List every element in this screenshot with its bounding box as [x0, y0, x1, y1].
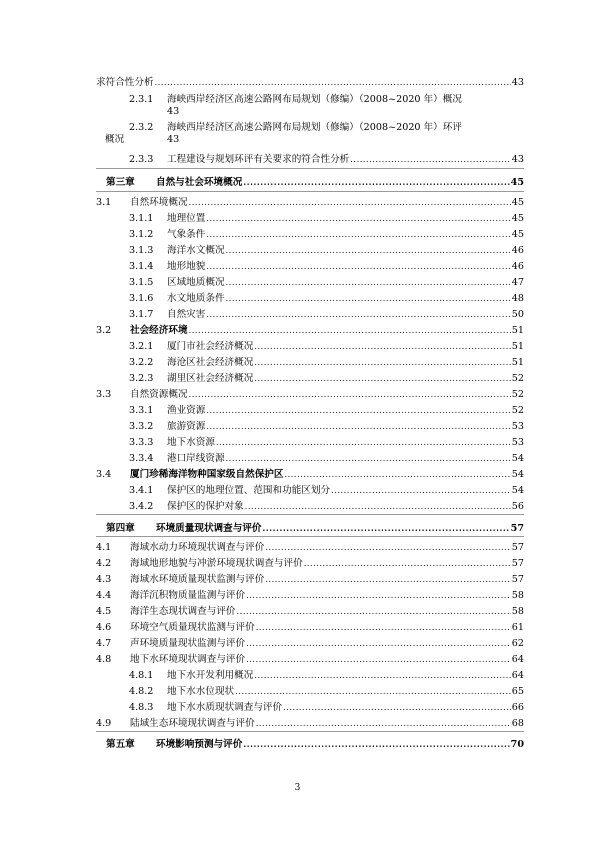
toc-leader: [235, 686, 511, 698]
toc-entry-page: 43: [167, 134, 180, 145]
toc-entry-title: 陆域生态环境现状调查与评价: [130, 718, 255, 729]
toc-entry-page: 56: [511, 501, 524, 512]
toc-entry[interactable]: [129, 293, 524, 305]
toc-entry-page: 68: [511, 718, 524, 729]
toc-entry[interactable]: [129, 245, 524, 257]
toc-entry[interactable]: [96, 638, 524, 650]
toc-entry-number: 4.6: [96, 622, 112, 633]
toc-entry-page: 57: [511, 574, 524, 585]
toc-entry-title: 环境空气质量现状监测与评价: [130, 622, 255, 633]
toc-leader: [254, 357, 510, 369]
toc-leader: [189, 389, 511, 401]
toc-entry-number: 3.1.1: [129, 213, 154, 224]
toc-leader: [245, 501, 511, 513]
toc-entry-page: 48: [511, 293, 524, 304]
toc-entry[interactable]: [129, 686, 524, 698]
toc-entry[interactable]: [129, 341, 524, 353]
toc-entry-number: 3.1: [96, 197, 112, 208]
toc-leader: [206, 405, 510, 417]
toc-entry-number: 4.8.1: [129, 670, 154, 681]
toc-chapter[interactable]: [106, 176, 524, 189]
toc-leader: [206, 421, 510, 433]
toc-entry[interactable]: [129, 670, 524, 682]
toc-leader: [254, 341, 510, 353]
toc-entry[interactable]: [129, 373, 524, 385]
toc-entry-page: 62: [511, 638, 524, 649]
toc-entry[interactable]: [129, 453, 524, 465]
toc-leader: [283, 702, 511, 714]
toc-entry-page: 57: [511, 542, 524, 553]
toc-entry-page: 45: [511, 213, 524, 224]
toc-entry[interactable]: [96, 542, 524, 554]
toc-entry[interactable]: [96, 469, 524, 481]
toc-leader: [243, 738, 509, 750]
toc-entry[interactable]: [129, 261, 524, 273]
toc-entry[interactable]: [96, 622, 524, 634]
divider: [96, 536, 524, 537]
toc-entry-page: 43: [511, 154, 524, 165]
toc-entry-page: 45: [511, 229, 524, 240]
toc-entry-number: 4.9: [96, 718, 112, 729]
toc-entry-page: 58: [511, 606, 524, 617]
toc-entry-title: 自然环境概况: [130, 197, 188, 208]
toc-leader: [189, 325, 511, 337]
toc-leader: [189, 197, 511, 209]
toc-leader: [256, 718, 511, 730]
toc-entry[interactable]: [96, 389, 524, 401]
toc-entry-title: 自然灾害: [167, 309, 206, 320]
toc-entry-title: 厦门市社会经济概况: [167, 341, 254, 352]
toc-entry[interactable]: [96, 606, 524, 618]
toc-entry[interactable]: [96, 654, 524, 666]
toc-entry-number: 4.8: [96, 654, 112, 665]
toc-entry-title: 地形地貌: [167, 261, 206, 272]
toc-leader: [237, 606, 511, 618]
toc-entry-title: 厦门珍稀海洋物种国家级自然保护区: [130, 469, 284, 480]
toc-entry[interactable]: [129, 702, 524, 714]
toc-leader: [226, 453, 511, 465]
toc-entry-number: 4.7: [96, 638, 112, 649]
toc-entry-number: 2.3.2: [129, 122, 154, 133]
toc-entry-title: 海域水动力环境现状调查与评价: [130, 542, 265, 553]
toc-entry[interactable]: [129, 309, 524, 321]
toc-entry-title: 海洋生态现状调查与评价: [130, 606, 236, 617]
toc-entry-title: 港口岸线资源: [167, 453, 225, 464]
toc-entry[interactable]: [129, 229, 524, 241]
toc-leader: [285, 469, 511, 481]
toc-entry-title: 地理位置: [167, 213, 206, 224]
toc-entry-page: 66: [511, 702, 524, 713]
toc-entry-number: 3.1.2: [129, 229, 154, 240]
divider: [96, 731, 524, 732]
divider: [96, 168, 524, 169]
toc-entry-number: 3.3.4: [129, 453, 154, 464]
toc-chapter-number: 第四章: [106, 523, 135, 534]
toc-entry-page: 43: [167, 106, 180, 117]
toc-chapter-number: 第五章: [106, 739, 135, 750]
toc-entry-title: 保护区的地理位置、范围和功能区划分: [167, 485, 331, 496]
toc-entry[interactable]: [129, 122, 462, 134]
toc-leader: [226, 277, 511, 289]
toc-entry-title: 地下水水质现状调查与评价: [167, 702, 283, 713]
toc-leader: [216, 437, 511, 449]
divider: [96, 514, 524, 515]
toc-entry-title: 区域地质概况: [167, 277, 225, 288]
divider: [96, 191, 524, 192]
toc-entry-page: 65: [511, 686, 524, 697]
toc-leader: [206, 213, 510, 225]
toc-entry[interactable]: [129, 94, 462, 106]
toc-entry-number: 2.3.1: [129, 94, 154, 105]
toc-entry[interactable]: [129, 213, 524, 225]
toc-entry-page: 51: [511, 357, 524, 368]
toc-entry[interactable]: [96, 574, 524, 586]
toc-entry[interactable]: [129, 485, 524, 497]
toc-entry-number: 3.3.3: [129, 437, 154, 448]
toc-leader: [265, 542, 510, 554]
toc-entry-number: 4.2: [96, 558, 112, 569]
toc-entry[interactable]: [96, 590, 524, 602]
toc-entry-page: 54: [511, 453, 524, 464]
toc-entry-page: 47: [511, 277, 524, 288]
toc-entry-number: 3.3.1: [129, 405, 154, 416]
toc-leader: [254, 373, 510, 385]
toc-entry-number: 3.4.2: [129, 501, 154, 512]
toc-entry[interactable]: [129, 277, 524, 289]
toc-entry-number: 3.2: [96, 325, 112, 336]
toc-entry-number: 2.3.3: [129, 154, 154, 165]
toc-entry-title: 声环境质量现状监测与评价: [130, 638, 246, 649]
toc-entry-title: 地下水资源: [167, 437, 215, 448]
toc-entry-number: 3.1.4: [129, 261, 154, 272]
toc-entry-title: 地下水水位现状: [167, 686, 235, 697]
toc-entry-number: 3.2.2: [129, 357, 154, 368]
toc-chapter-page: 57: [510, 523, 524, 534]
toc-entry-number: 3.1.3: [129, 245, 154, 256]
toc-entry-title: 保护区的保护对象: [167, 501, 244, 512]
toc-entry[interactable]: [96, 718, 524, 730]
toc-entry[interactable]: [129, 357, 524, 369]
toc-entry-number: 4.8.2: [129, 686, 154, 697]
toc-entry-page: 51: [511, 341, 524, 352]
toc-leader: [155, 77, 511, 89]
toc-leader: [350, 154, 511, 166]
toc-entry-page: 64: [511, 670, 524, 681]
toc-entry-page: 52: [511, 389, 524, 400]
toc-entry-page: 45: [511, 197, 524, 208]
toc-entry-title: 地下水开发利用概况: [167, 670, 254, 681]
toc-leader: [304, 558, 511, 570]
toc-entry-title: 海域地形地貌与冲淤环境现状调查与评价: [130, 558, 303, 569]
toc-chapter-page: 45: [510, 177, 524, 188]
toc-entry-number: 3.1.6: [129, 293, 154, 304]
toc-entry-page: 46: [511, 261, 524, 272]
toc-entry-title: 海域水环境质量现状监测与评价: [130, 574, 265, 585]
toc-entry-title: 社会经济环境: [130, 325, 188, 336]
toc-entry[interactable]: [96, 325, 524, 337]
toc-leader: [246, 638, 511, 650]
toc-entry-page: 57: [511, 558, 524, 569]
toc-leader: [243, 176, 509, 188]
toc-entry-number: 4.4: [96, 590, 112, 601]
toc-leader: [263, 522, 510, 534]
toc-entry-number: 3.4.1: [129, 485, 154, 496]
toc-entry-page: 51: [511, 325, 524, 336]
toc-leader: [254, 670, 510, 682]
toc-entry[interactable]: [96, 197, 524, 209]
toc-entry-title-wrap: 概况: [105, 134, 125, 145]
toc-entry-title: 湖里区社会经济概况: [167, 373, 254, 384]
toc-entry-title: 海峡西岸经济区高速公路网布局规划（修编）（2008~2020 年）概况: [167, 94, 462, 105]
toc-chapter-page: 70: [510, 739, 524, 750]
toc-leader: [226, 245, 511, 257]
toc-chapter-title: 自然与社会环境概况: [156, 177, 243, 188]
toc-entry-number: 3.4: [96, 469, 112, 480]
toc-entry[interactable]: [96, 77, 524, 89]
toc-entry[interactable]: [129, 405, 524, 417]
toc-entry-page: 54: [511, 469, 524, 480]
toc-entry[interactable]: [129, 154, 524, 166]
toc-entry[interactable]: [129, 437, 524, 449]
toc-entry[interactable]: [129, 421, 524, 433]
toc-entry[interactable]: [129, 501, 524, 513]
toc-entry-number: 3.3.2: [129, 421, 154, 432]
toc-entry-page: 58: [511, 590, 524, 601]
toc-entry-page: 53: [511, 421, 524, 432]
toc-entry-page: 50: [511, 309, 524, 320]
toc-entry-page: 43: [511, 77, 524, 88]
toc-leader: [246, 654, 511, 666]
toc-entry[interactable]: [96, 558, 524, 570]
toc-entry-number: 3.2.3: [129, 373, 154, 384]
toc-entry-page: 52: [511, 373, 524, 384]
toc-leader: [331, 485, 511, 497]
toc-entry-title: 地下水环境现状调查与评价: [130, 654, 246, 665]
page-number: 3: [294, 783, 301, 793]
toc-chapter-title: 环境影响预测与评价: [156, 739, 243, 750]
toc-entry-page: 54: [511, 485, 524, 496]
toc-leader: [226, 293, 511, 305]
toc-entry-title: 水文地质条件: [167, 293, 225, 304]
toc-entry-title: 海沧区社会经济概况: [167, 357, 254, 368]
toc-chapter[interactable]: [106, 738, 524, 751]
toc-entry-title: 海峡西岸经济区高速公路网布局规划（修编）（2008~2020 年）环评: [167, 122, 462, 133]
toc-entry-title: 海洋沉积物质量监测与评价: [130, 590, 246, 601]
toc-entry-number: 4.1: [96, 542, 112, 553]
toc-entry-page: 61: [511, 622, 524, 633]
toc-entry-page: 64: [511, 654, 524, 665]
toc-chapter-number: 第三章: [106, 177, 135, 188]
toc-entry-title: 求符合性分析: [96, 77, 154, 88]
toc-entry-title: 工程建设与规划环评有关要求的符合性分析: [167, 154, 350, 165]
toc-entry-title: 旅游资源: [167, 421, 206, 432]
toc-leader: [206, 261, 510, 273]
toc-entry-number: 3.3: [96, 389, 112, 400]
toc-leader: [265, 574, 510, 586]
toc-entry-title: 自然资源概况: [130, 389, 188, 400]
toc-entry-number: 3.2.1: [129, 341, 154, 352]
toc-chapter[interactable]: [106, 522, 524, 535]
toc-entry-page: 52: [511, 405, 524, 416]
toc-entry-number: 3.1.5: [129, 277, 154, 288]
toc-entry-title: 渔业资源: [167, 405, 206, 416]
toc-entry-number: 4.5: [96, 606, 112, 617]
toc-leader: [206, 309, 510, 321]
toc-leader: [256, 622, 511, 634]
toc-entry-title: 海洋水文概况: [167, 245, 225, 256]
toc-entry-number: 4.3: [96, 574, 112, 585]
toc-leader: [246, 590, 511, 602]
toc-entry-number: 3.1.7: [129, 309, 154, 320]
toc-entry-number: 4.8.3: [129, 702, 154, 713]
toc-entry-page: 53: [511, 437, 524, 448]
toc-entry-page: 46: [511, 245, 524, 256]
toc-entry-title: 气象条件: [167, 229, 206, 240]
toc-chapter-title: 环境质量现状调查与评价: [156, 523, 262, 534]
toc-leader: [206, 229, 510, 241]
